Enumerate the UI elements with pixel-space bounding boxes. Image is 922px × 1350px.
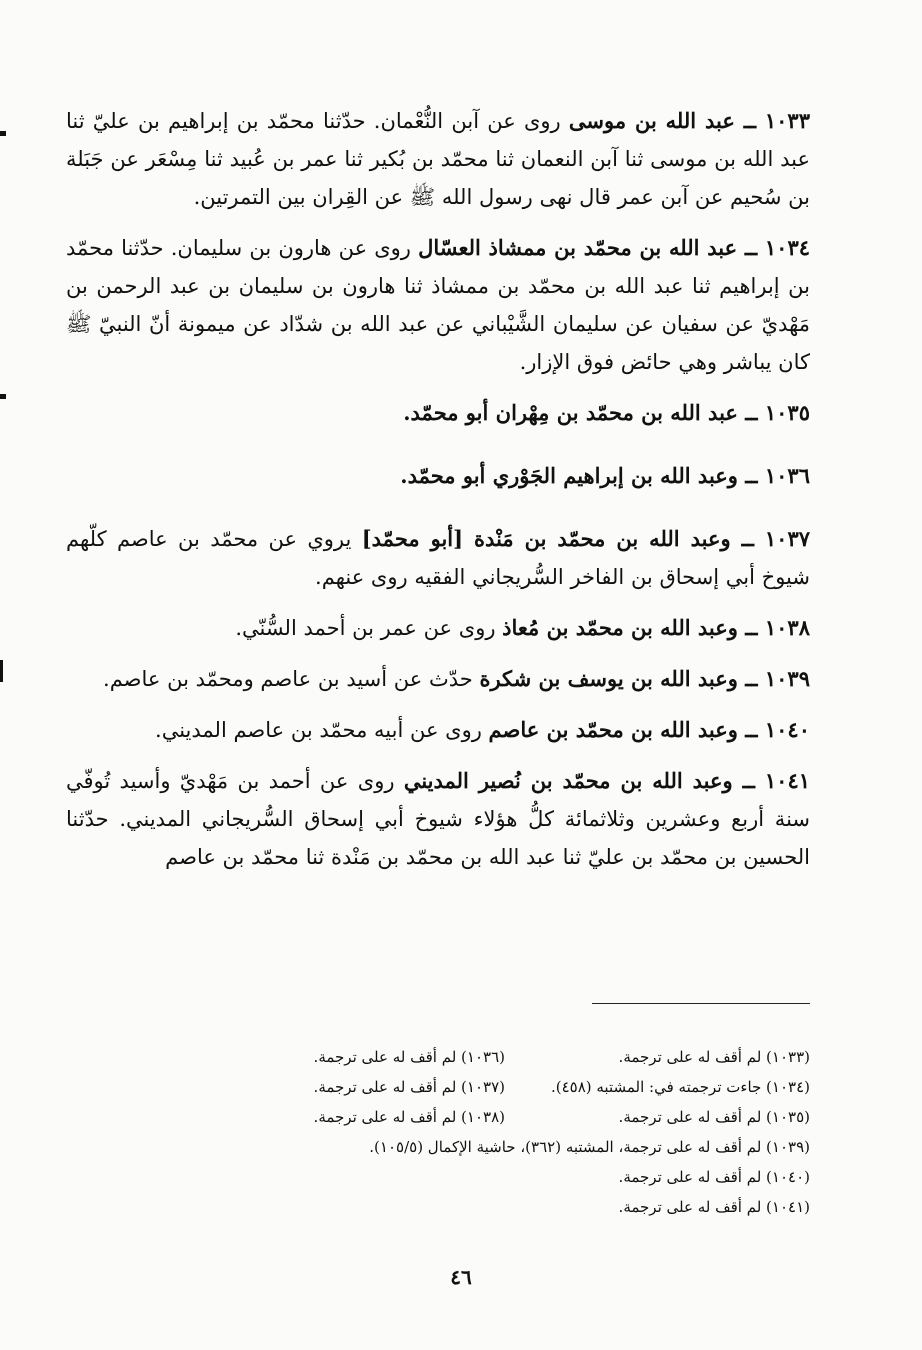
page-number: ٤٦ [450,1265,472,1289]
footnote-1036: (١٠٣٦) لم أقف له على ترجمة. [313,1048,505,1066]
entry-1035 [66,394,810,432]
entry-1033 [66,102,810,216]
footnote-1033: (١٠٣٣) لم أقف له على ترجمة. [618,1048,810,1066]
footnote-1037: (١٠٣٧) لم أقف له على ترجمة. [313,1078,505,1096]
footnotes [200,1042,810,1222]
entry-heading: ١٠٣٥ ــ عبد الله بن محمّد بن مِهْران أبو محمّد. [403,400,810,425]
entry-heading: ١٠٤٠ ــ وعبد الله بن محمّد بن عاصم [488,717,810,742]
entry-body: حدّث عن أسيد بن عاصم ومحمّد بن عاصم. [103,667,480,691]
main-text [66,102,810,889]
footnote-1041: (١٠٤١) لم أقف له على ترجمة. [618,1198,810,1216]
entry-1036 [66,457,810,495]
entry-1038 [66,609,810,647]
footnotes-two-column [200,1042,810,1132]
entry-heading: ١٠٣٩ ــ وعبد الله بن يوسف بن شكرة [479,666,810,691]
entry-1040 [66,711,810,749]
footnote-1040: (١٠٤٠) لم أقف له على ترجمة. [618,1168,810,1186]
entry-body: روى عن عمر بن أحمد السُّنّي. [235,616,503,640]
footnote-1038: (١٠٣٨) لم أقف له على ترجمة. [313,1108,505,1126]
scan-mark [0,131,6,136]
entry-body: روى عن هارون بن سليمان. حدّثنا محمّد بن إبراهيم ثنا عبد الله بن محمّد بن ممشاذ ثنا هارون بن سليمان بن عبد الرحمن بن مَهْديّ عن سفيان عن سليمان الشَّيْباني عن عبد الله بن شدّاد عن ميمونة أنّ النبيّ ﷺ كان يباشر وهي حائض فوق الإزار. [66,236,810,374]
footnote-1035: (١٠٣٥) لم أقف له على ترجمة. [618,1108,810,1126]
scan-mark [0,660,3,682]
entry-body: روى عن أبيه محمّد بن عاصم المديني. [155,718,489,742]
entry-body: يروي عن محمّد بن عاصم كلّهم شيوخ أبي إسحاق بن الفاخر السُّريجاني الفقيه روى عنهم. [66,527,810,589]
entry-1041 [66,762,810,876]
footnote-divider [592,1003,810,1004]
footnote-1039: (١٠٣٩) لم أقف له على ترجمة، المشتبه (٣٦٢)، حاشية الإكمال (١٠٥/٥). [369,1138,810,1156]
entry-1037 [66,520,810,596]
entry-heading: ١٠٣٦ ــ وعبد الله بن إبراهيم الجَوْري أبو محمّد. [400,463,810,488]
entry-heading: ١٠٣٣ ــ عبد الله بن موسى [568,108,810,133]
entry-body: روى عن أحمد بن مَهْديّ وأسيد تُوفّي سنة أربع وعشرين وثلاثمائة كلُّ هؤلاء شيوخ أبي إسحاق السُّريجاني المديني. حدّثنا الحسين بن محمّد بن عليّ ثنا عبد الله بن محمّد بن مَنْدة ثنا محمّد بن عاصم [66,769,810,869]
entry-body: روى عن آبن النُّعْمان. حدّثنا محمّد بن إبراهيم بن عليّ ثنا عبد الله بن موسى ثنا آبن النعمان ثنا محمّد بن بُكير ثنا عمر بن عُبيد ثنا مِسْعَر عن جَبَلة بن سُحيم عن آبن عمر قال نهى رسول الله ﷺ عن القِران بين التمرتين. [66,109,810,209]
entry-heading: ١٠٤١ ــ وعبد الله بن محمّد بن نُصير المديني [403,768,811,793]
entry-heading: ١٠٣٨ ــ وعبد الله بن محمّد بن مُعاذ [502,615,810,640]
scan-mark [0,394,6,399]
entry-heading: ١٠٣٧ ــ وعبد الله بن محمّد بن مَنْدة [أبو محمّد] [361,526,811,551]
footnote-1034: (١٠٣٤) جاءت ترجمته في: المشتبه (٤٥٨). [550,1078,810,1096]
entry-1034 [66,229,810,381]
entry-1039 [66,660,810,698]
entry-heading: ١٠٣٤ ــ عبد الله بن محمّد بن ممشاذ العسّال [418,235,811,260]
